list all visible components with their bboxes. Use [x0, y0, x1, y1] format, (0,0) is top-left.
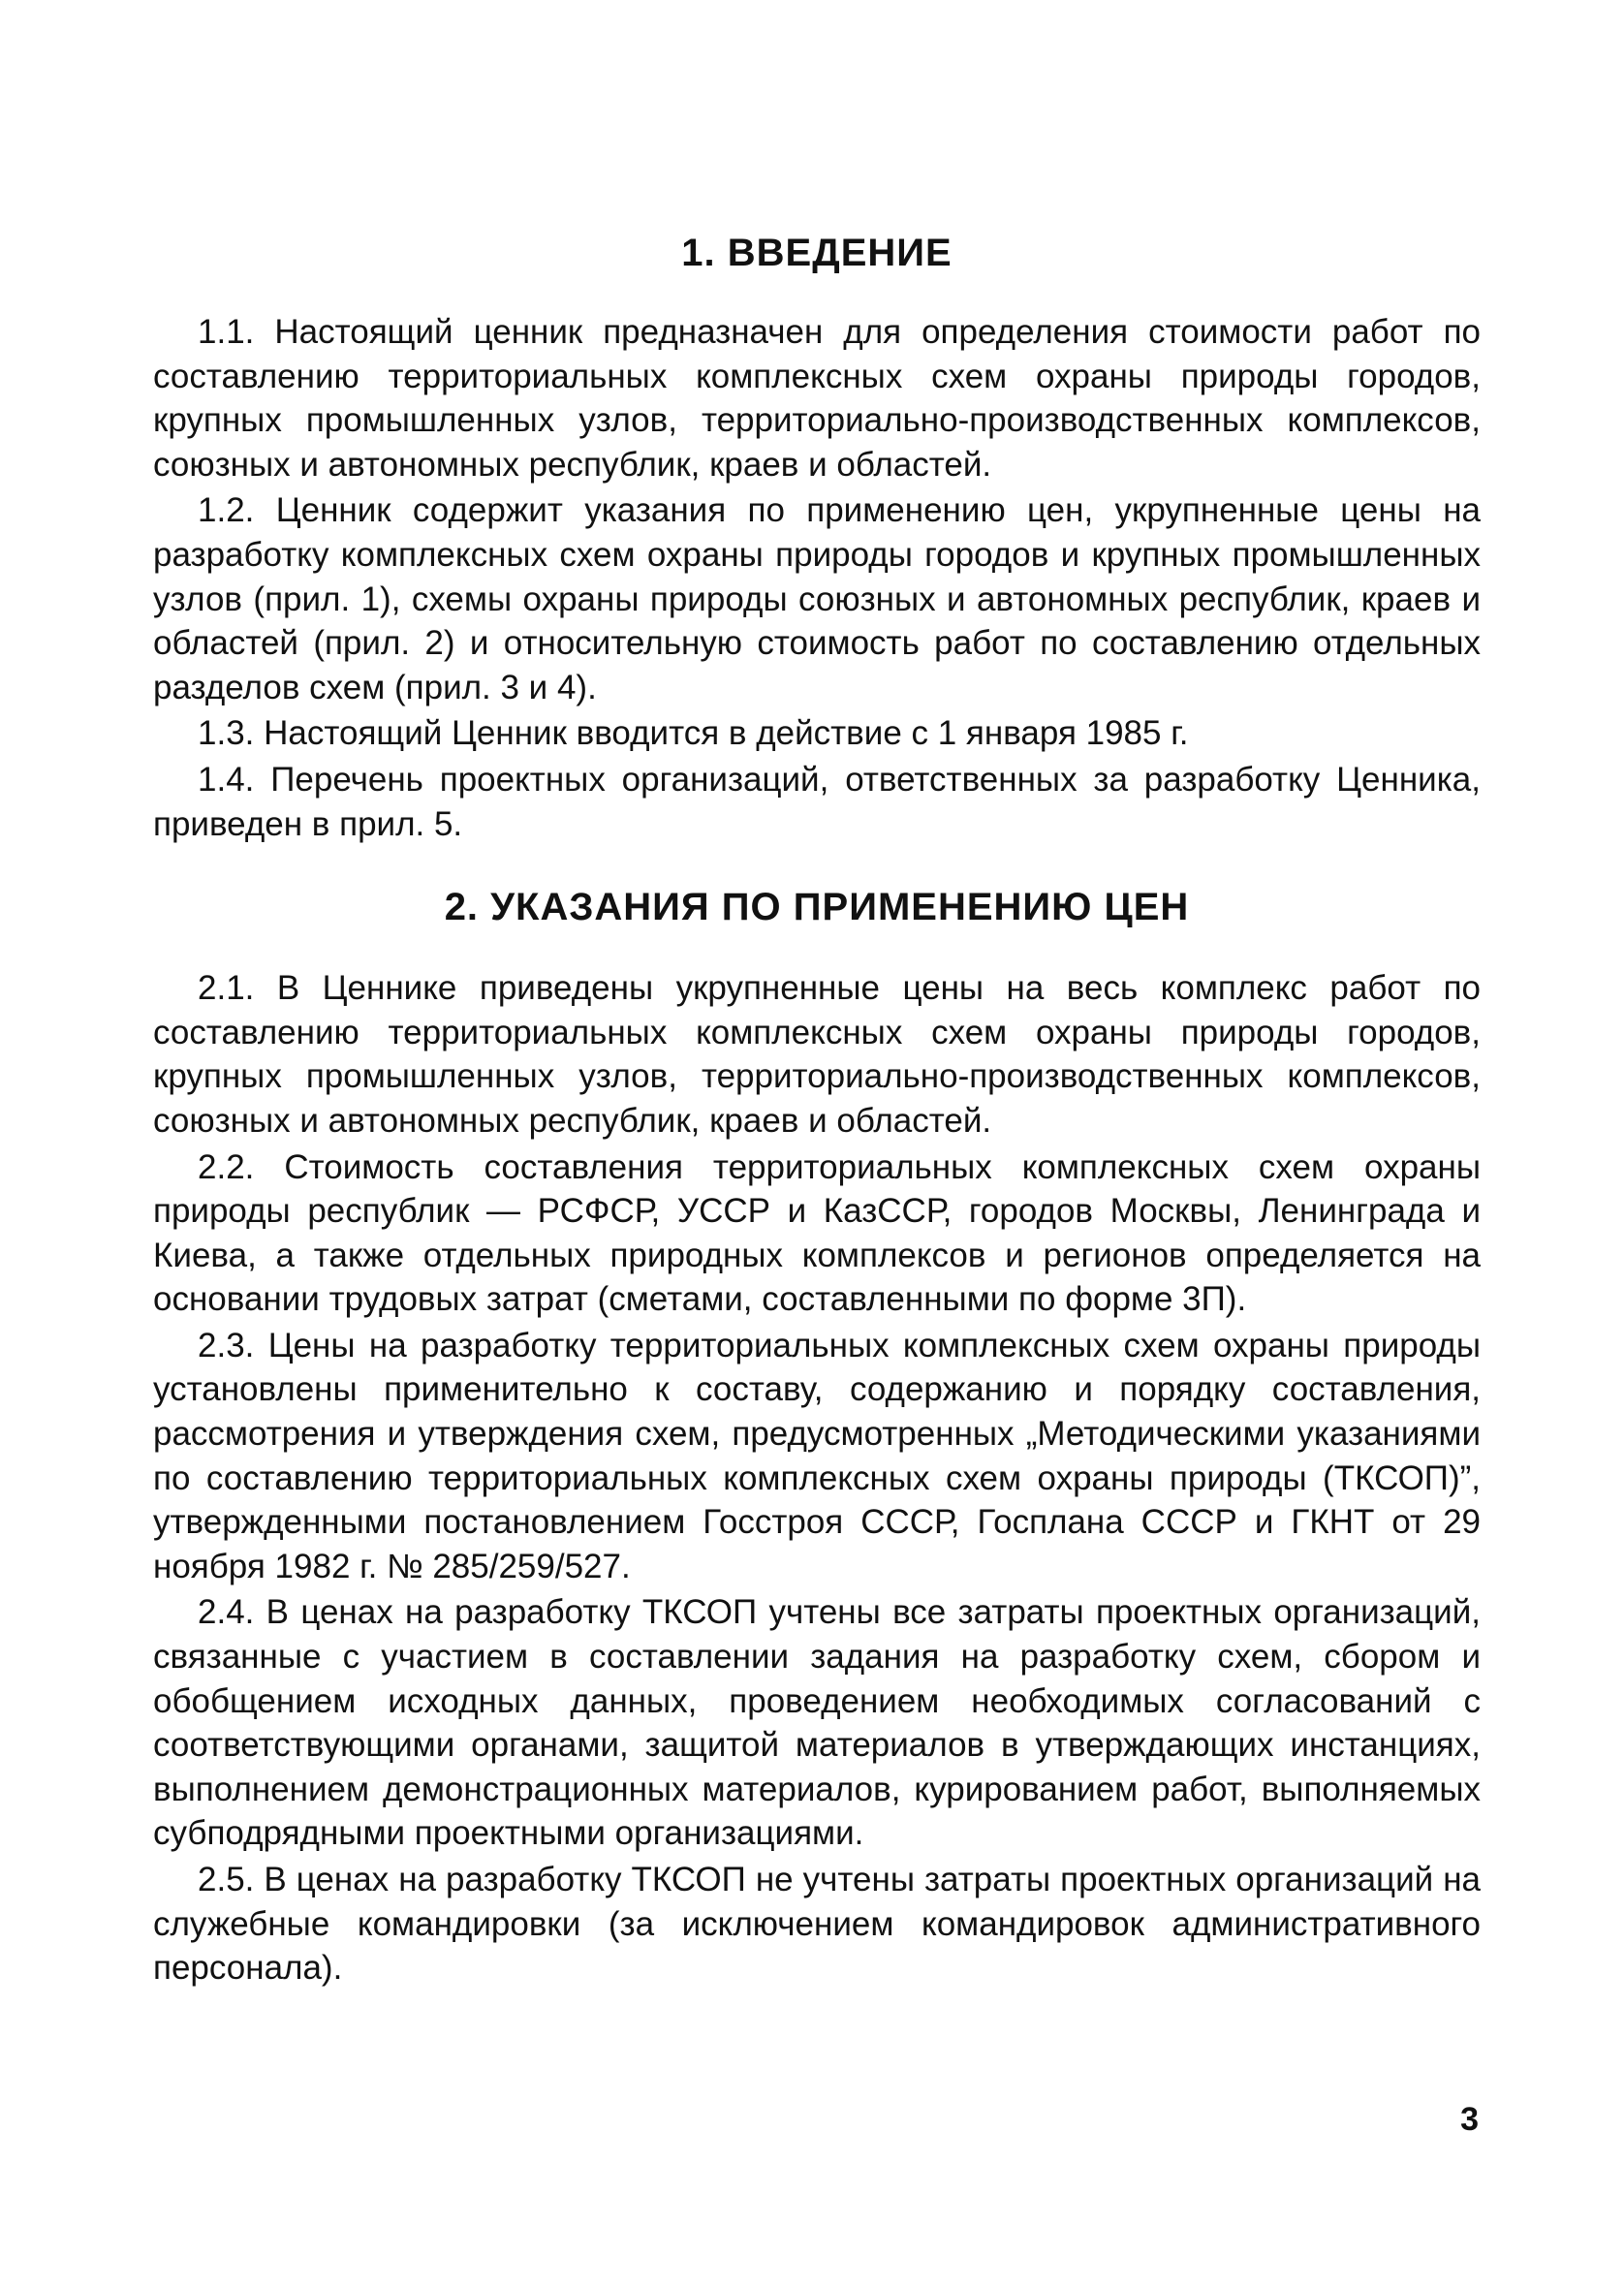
paragraph-2-1: 2.1. В Ценнике приведены укрупненные цены на весь комплекс работ по составлению территориальных комплексных схем охраны природы городов, крупных промышленных узлов, территориально-производственных комплексов, союзных и автономных республик, краев и областей. [153, 969, 1481, 1140]
paragraph-2-4: 2.4. В ценах на разработку ТКСОП учтены все затраты проектных организаций, связанные с участием в составлении задания на разработку схем, сбором и обобщением исходных данных, проведением необходимых согласований с соответствующими органами, защитой материалов в утверждающих инстанциях, выполнением демонстрационных материалов, курированием работ, выполняемых субподрядными проектными организациями. [153, 1593, 1481, 1853]
section-1-title: 1. ВВЕДЕНИЕ [681, 232, 953, 274]
paragraph-1-4: 1.4. Перечень проектных организаций, ответственных за разработку Ценника, приведен в прил. 5. [153, 760, 1481, 843]
paragraph-2-3: 2.3. Цены на разработку территориальных комплексных схем охраны природы установлены применительно к составу, содержанию и порядку составления, рассмотрения и утверждения схем, предусмотренных „Методическими указаниями по составлению территориальных комплексных схем охраны природы (ТКСОП)”, утвержденными постановлением Госстроя СССР, Госплана СССР и ГКНТ от 29 ноября 1982 г. № 285/259/527. [153, 1326, 1481, 1585]
paragraph-1-1: 1.1. Настоящий ценник предназначен для определения стоимости работ по составлению территориальных комплексных схем охраны природы городов, крупных промышленных узлов, территориально-производственных комплексов, союзных и автономных республик, краев и областей. [153, 313, 1481, 484]
page-number: 3 [1460, 2101, 1479, 2138]
paragraph-1-2: 1.2. Ценник содержит указания по применению цен, укрупненные цены на разработку комплексных схем охраны природы городов и крупных промышленных узлов (прил. 1), схемы охраны природы союзных и автономных республик, краев и областей (прил. 2) и относительную стоимость работ по составлению отдельных разделов схем (прил. 3 и 4). [153, 491, 1481, 706]
section-2-title: 2. УКАЗАНИЯ ПО ПРИМЕНЕНИЮ ЦЕН [444, 886, 1190, 929]
paragraph-2-2: 2.2. Стоимость составления территориальных комплексных схем охраны природы республик — РСФСР, УССР и КазССР, городов Москвы, Ленинграда и Киева, а также отдельных природных комплексов и регионов определяется на основании трудовых затрат (сметами, составленными по форме 3П). [153, 1147, 1481, 1319]
page-content [153, 229, 1481, 1992]
paragraph-2-5: 2.5. В ценах на разработку ТКСОП не учтены затраты проектных организаций на служебные командировки (за исключением командировок административного персонала). [153, 1861, 1481, 1988]
paragraph-1-3: 1.3. Настоящий Ценник вводится в действие с 1 января 1985 г. [198, 714, 1189, 753]
